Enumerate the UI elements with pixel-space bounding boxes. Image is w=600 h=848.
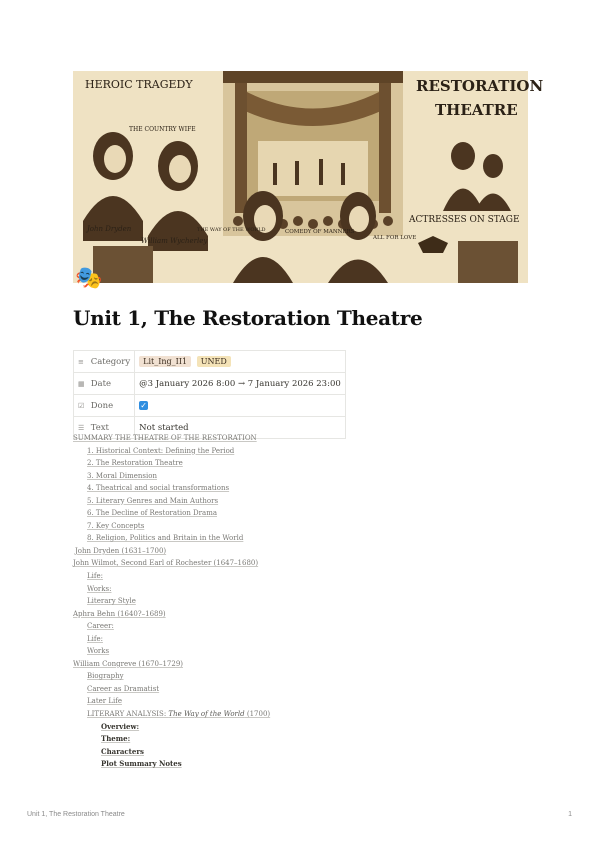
properties-table [73, 350, 346, 439]
status-icon: ☰ [78, 423, 85, 432]
cover-country-wife: THE COUNTRY WIFE [129, 126, 196, 133]
toc-link[interactable]: 8. Religion, Politics and Britain in the World [87, 534, 244, 543]
toc-link[interactable]: William Congreve (1670–1729) [73, 659, 184, 668]
calendar-icon: ▦ [78, 379, 85, 388]
cover-dryden: John Dryden [87, 225, 132, 233]
toc-link[interactable]: Aphra Behn (1640?–1689) [73, 609, 166, 618]
toc-link[interactable]: 4. Theatrical and social transformations [87, 484, 230, 493]
toc-link[interactable]: Life: [87, 572, 103, 581]
property-label: Text [90, 422, 109, 433]
cover-image [73, 71, 544, 283]
checkbox-icon: ☑ [78, 401, 85, 410]
footer-title: Unit 1, The Restoration Theatre [27, 811, 125, 818]
list-icon: ≡ [78, 357, 84, 366]
property-label: Done [90, 400, 114, 411]
cover-all-love: ALL FOR LOVE [373, 235, 417, 241]
toc-link[interactable]: Theme: [101, 734, 131, 744]
property-label: Date [90, 378, 112, 389]
toc-link[interactable] [73, 708, 533, 721]
toc-link[interactable]: 2. The Restoration Theatre [87, 459, 183, 468]
property-label: Category [90, 356, 131, 367]
cover-theatre: THEATRE [435, 101, 518, 119]
toc-link[interactable]: 6. The Decline of Restoration Drama [87, 509, 218, 518]
toc-link[interactable]: Characters [101, 746, 144, 756]
toc-analysis-title: The Way of the World [168, 710, 245, 719]
toc-link[interactable]: 1. Historical Context: Defining the Period [87, 446, 235, 455]
page-icon[interactable]: 🎭 [75, 266, 103, 291]
toc-link[interactable]: Career: [87, 622, 114, 631]
date-value[interactable]: @3 January 2026 8:00 → 7 January 2026 23:00 [135, 373, 346, 395]
cover-comedy: COMEDY OF MANNERS [285, 229, 355, 235]
property-row-date[interactable] [74, 373, 346, 395]
toc-link[interactable]: Later Life [87, 697, 122, 706]
done-checkbox[interactable]: ✓ [140, 400, 147, 410]
category-tag[interactable]: UNED [197, 356, 231, 367]
toc-link[interactable]: 5. Literary Genres and Main Authors [87, 496, 219, 505]
toc-link[interactable]: 3. Moral Dimension [87, 471, 157, 480]
cover-heroic: HEROIC TRAGEDY [85, 78, 193, 91]
page-title: Unit 1, The Restoration Theatre [73, 306, 423, 330]
toc-link[interactable]: Works: [87, 584, 112, 593]
toc-link[interactable]: John Dryden (1631–1700) [75, 546, 167, 555]
toc-link[interactable]: Overview: [101, 721, 140, 731]
toc-link[interactable]: Biography [87, 672, 124, 681]
toc-link[interactable]: 7. Key Concepts [87, 521, 145, 530]
cover-way-world: THE WAY OF THE WORLD [197, 227, 266, 233]
toc-analysis-suffix: (1700) [244, 710, 271, 719]
property-row-category[interactable] [74, 351, 346, 373]
toc-link[interactable]: John Wilmot, Second Earl of Rochester (1647–1680) [73, 559, 259, 568]
property-row-done[interactable] [74, 395, 346, 417]
toc-link[interactable]: Career as Dramatist [87, 684, 160, 693]
page-number: 1 [568, 811, 572, 818]
table-of-contents [73, 432, 533, 771]
cover-wycherley: William Wycherley [141, 237, 208, 245]
toc-analysis-prefix: LITERARY ANALYSIS: [87, 710, 169, 719]
text-value[interactable]: Not started [135, 417, 346, 439]
toc-link[interactable]: Works [87, 647, 110, 656]
cover-actresses: ACTRESSES ON STAGE [409, 215, 520, 225]
toc-link[interactable]: Life: [87, 634, 103, 643]
toc-link[interactable]: Plot Summary Notes [101, 759, 182, 769]
toc-link[interactable]: SUMMARY THE THEATRE OF THE RESTORATION [73, 434, 257, 442]
category-tag[interactable]: Lit_Ing_II1 [139, 356, 191, 367]
toc-link[interactable]: Literary Style [87, 597, 136, 606]
cover-restoration: RESTORATION [416, 77, 544, 95]
